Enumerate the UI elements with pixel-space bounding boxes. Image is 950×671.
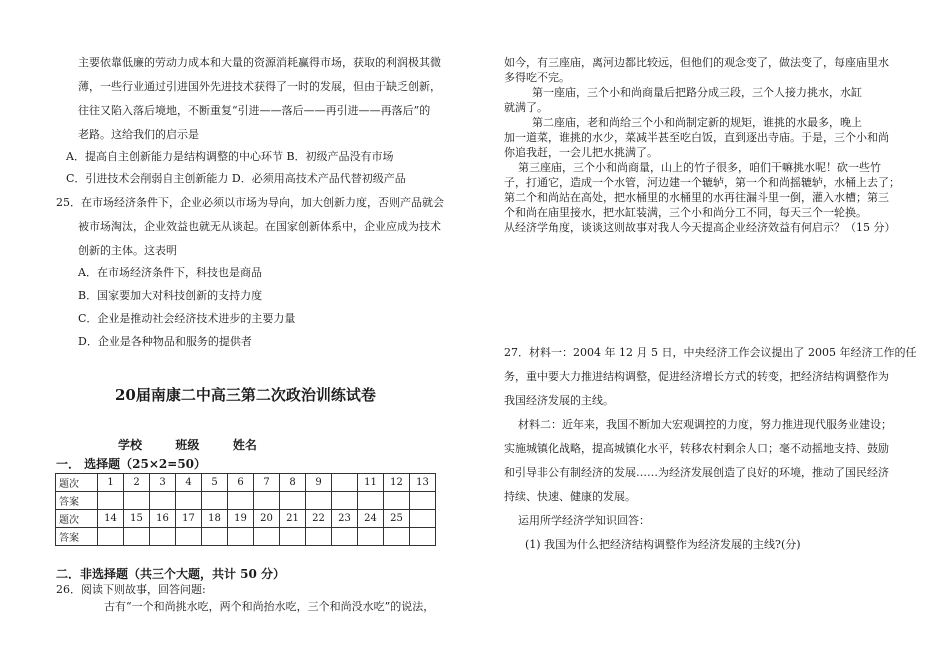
question-number-cell: 21 [280,510,306,528]
question-number-cell: 1 [98,474,124,492]
q26-first-line: 古有“一个和尚挑水吃，两个和尚抬水吃，三个和尚没水吃”的说法， [104,600,435,613]
intro-line: 往往又陷入落后境地，不断重复“引进——落后——再引进——再落后”的 [78,104,431,117]
question-number-cell: 15 [124,510,150,528]
answer-cell[interactable] [332,528,358,546]
q27-line: 持续、快速、健康的发展。 [504,490,636,503]
question-number-cell: 2 [124,474,150,492]
answer-cell[interactable] [306,492,332,510]
answer-cell[interactable] [176,492,202,510]
answer-cell[interactable] [98,528,124,546]
answer-cell[interactable] [124,492,150,510]
story-line: 第二座庙，老和尚给三个小和尚制定新的规矩，谁挑的水最多，晚上 [504,116,862,129]
table-row-label: 题次 [56,474,98,492]
q24-option-row: C．引进技术会削弱自主创新能力 D．必须用高技术产品代替初级产品 [66,172,406,185]
intro-line: 薄，一些行业通过引进国外先进技术获得了一时的发展，但由于缺乏创新， [78,80,441,93]
answer-cell[interactable] [202,492,228,510]
question-number-cell: 6 [228,474,254,492]
story-line: 第二个和尚站在高处，把水桶里的水桶里的水再往漏斗里一倒，灌入水槽；第三 [504,191,889,204]
story-line: 第三座庙，三个小和尚商量，山上的竹子很多，咱们干嘛挑水呢！砍一些竹 [504,161,881,174]
q25-line: 被市场淘汰，企业效益也就无从谈起。在国家创新体系中，企业应成为技术 [78,220,441,233]
q25-option: B．国家要加大对科技创新的支持力度 [78,289,263,302]
q27-line: 材料二：近年来，我国不断加大宏观调控的力度，努力推进现代服务业建设； [504,418,892,431]
answer-cell[interactable] [280,492,306,510]
q26-heading: 26．阅读下则故事，回答问题: [56,583,206,596]
story-line: 子，打通它，造成一个水管，河边建一个辘轳，第一个和尚摇辘轳，水桶上去了； [504,176,900,189]
q26-prompt: 从经济学角度，谈谈这则故事对我人今天提高企业经济效益有何启示？（15 分） [504,221,896,234]
answer-cell[interactable] [332,492,358,510]
intro-line: 老路。这给我们的启示是 [78,128,199,141]
question-number-cell: 12 [384,474,410,492]
answer-cell[interactable] [280,528,306,546]
answer-cell[interactable] [228,492,254,510]
answer-cell[interactable] [124,528,150,546]
story-line: 就满了。 [504,101,548,114]
answer-cell[interactable] [150,528,176,546]
question-number-cell: 25 [384,510,410,528]
q27-line: 务，重中要大力推进结构调整，促进经济增长方式的转变，把经济结构调整作为 [504,370,889,383]
question-number-cell: 7 [254,474,280,492]
story-line: 加一道菜，谁挑的水少，菜减半甚至吃白饭，直到逐出寺庙。于是，三个小和尚 [504,131,889,144]
q27-line: 和引导非公有制经济的发展……为经济发展创造了良好的环境，推动了国民经济 [504,466,889,479]
question-number-cell: 3 [150,474,176,492]
answer-cell[interactable] [228,528,254,546]
story-line: 第一座庙，三个小和尚商量后把路分成三段，三个人接力挑水，水缸 [504,86,862,99]
section-choice-heading: 一． 选择题（25×2=50） [56,457,207,471]
q25-line: 创新的主体。这表明 [78,244,177,257]
question-number-cell: 14 [98,510,124,528]
answer-cell[interactable] [98,492,124,510]
question-number-cell: 20 [254,510,280,528]
q27-line: 27．材料一：2004 年 12 月 5 日，中央经济工作会议提出了 2005 年经济工作的任 [504,346,917,359]
section-nonchoice-heading: 二．非选择题（共三个大题，共计 50 分） [56,567,286,581]
question-number-cell: 8 [280,474,306,492]
q25-option: A．在市场经济条件下，科技也是商品 [78,266,262,279]
answer-cell[interactable] [176,528,202,546]
answer-cell[interactable] [410,528,436,546]
intro-line: 主要依靠低廉的劳动力成本和大量的资源消耗赢得市场，获取的利润极其微 [78,56,441,69]
question-number-cell: 11 [358,474,384,492]
q27-line: 我国经济发展的主线。 [504,394,614,407]
story-line: 你追我赶，一会儿把水挑满了。 [504,146,658,159]
question-number-cell: 13 [410,474,436,492]
table-row-label: 题次 [56,510,98,528]
answer-cell[interactable] [384,528,410,546]
story-line: 多得吃不完。 [504,71,570,84]
story-line: 如今，有三座庙，离河边都比较远，但他们的观念变了，做法变了，每座庙里水 [504,56,889,69]
question-number-cell: 5 [202,474,228,492]
answer-table [55,473,436,546]
table-row-label: 答案 [56,492,98,510]
answer-cell[interactable] [254,528,280,546]
student-info-line: 学校 班级 姓名 [118,438,257,452]
question-number-cell: 23 [332,510,358,528]
answer-cell[interactable] [202,528,228,546]
exam-title: 20届南康二中高三第二次政治训练试卷 [115,386,376,404]
answer-cell[interactable] [358,528,384,546]
question-number-cell: 17 [176,510,202,528]
q27-line: 运用所学经济学知识回答： [504,514,650,527]
question-number-cell: 24 [358,510,384,528]
answer-cell[interactable] [306,528,332,546]
q27-line: 实施城镇化战略，提高城镇化水平，转移农村剩余人口；毫不动摇地支持、鼓励 [504,442,889,455]
q25-option: D．企业是各种物品和服务的提供者 [78,335,252,348]
answer-cell[interactable] [384,492,410,510]
question-number-cell: 22 [306,510,332,528]
answer-cell[interactable] [254,492,280,510]
question-number-cell: 19 [228,510,254,528]
q25-option: C．企业是推动社会经济技术进步的主要力量 [78,312,296,325]
question-number-cell: 16 [150,510,176,528]
answer-cell[interactable] [150,492,176,510]
story-line: 个和尚在庙里接水，把水缸装满，三个小和尚分工不同，每天三个一轮换。 [504,206,867,219]
q27-subquestion: (1) 我国为什么把经济结构调整作为经济发展的主线?(分) [504,538,801,551]
answer-cell[interactable] [358,492,384,510]
question-number-cell: 18 [202,510,228,528]
question-number-cell: 9 [306,474,332,492]
question-number-cell [332,474,358,492]
q25-line: 25．在市场经济条件下，企业必须以市场为导向，加大创新力度，否则产品就会 [56,196,444,209]
table-row-label: 答案 [56,528,98,546]
answer-cell[interactable] [410,492,436,510]
question-number-cell: 4 [176,474,202,492]
q24-option-row: A．提高自主创新能力是结构调整的中心环节 B．初级产品没有市场 [66,150,394,163]
question-number-cell [410,510,436,528]
